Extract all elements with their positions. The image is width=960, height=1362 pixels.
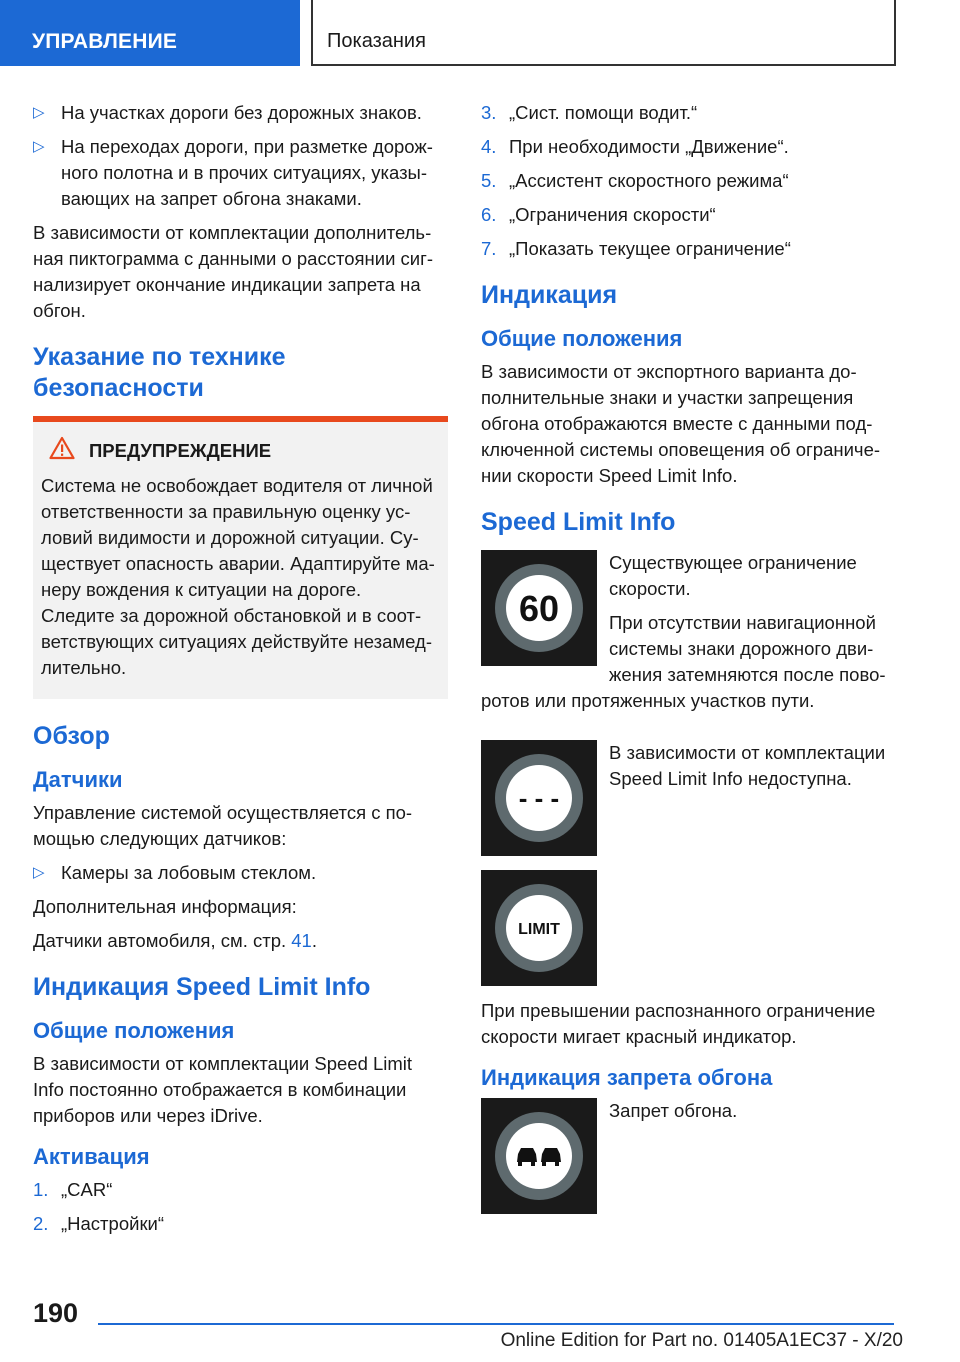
warning-text: Следите за дорожной обстановкой и в соот-ветствующих ситуациях действуйте незамед-лительно.	[41, 605, 432, 678]
list-item: 5. „Ассистент скоростного режима“	[481, 170, 789, 191]
list-item: ▷ Камеры за лобовым стеклом.	[33, 860, 448, 886]
triangle-bullet-icon: ▷	[33, 104, 45, 121]
activation-heading: Активация	[33, 1144, 150, 1169]
right-column	[481, 100, 901, 1228]
paragraph: Управление системой осуществляется с по-мощью следующих датчиков:	[33, 802, 413, 849]
page-number: 190	[33, 1298, 79, 1328]
general-heading: Общие положения	[481, 326, 683, 351]
sensors-heading: Датчики	[33, 767, 123, 792]
left-column	[33, 100, 448, 1245]
list-item: ▷ На переходах дороги, при разметке дорож-ного полотна и в прочих ситуациях, указы-вающих на запрет обгона знаками.	[33, 136, 433, 209]
speed-limit-60-icon	[481, 550, 597, 666]
warning-triangle-icon	[49, 436, 75, 465]
paragraph: Существующее ограничение скорости.	[609, 552, 857, 599]
sign-dash-block	[481, 740, 901, 862]
no-overtake-block	[481, 1098, 901, 1220]
svg-text:LIMIT: LIMIT	[518, 921, 560, 938]
list-item: 6. „Ограничения скорости“	[481, 204, 716, 225]
paragraph: В зависимости от комплектации Speed Limit Info недоступна.	[609, 742, 886, 789]
limit-sign-icon	[481, 870, 597, 986]
edition-text: Online Edition for Part no. 01405A1EC37 - X/20	[500, 1330, 903, 1351]
no-overtaking-icon	[481, 1098, 597, 1214]
list-item: 3. „Сист. помощи водит.“	[481, 102, 698, 123]
warning-box	[33, 416, 448, 699]
triangle-bullet-icon: ▷	[33, 864, 45, 881]
paragraph: При отсутствии навигационной системы знаки дорожного дви-жения затемняются после пово-ротов или протяженных участков пути.	[481, 612, 886, 711]
svg-text:- - -: - - -	[518, 783, 560, 813]
warning-text: Система не освобождает водителя от личной ответственности за правильную оценку ус-ловий видимости и дорожной ситуации. Су-ществует опасность аварии. Адаптируйте ма-неру вождения к ситуации на дороге.	[41, 475, 435, 600]
paragraph: В зависимости от комплектации Speed Limit Info постоянно отображается в комбинации приборов или через iDrive.	[33, 1053, 413, 1126]
no-overtake-heading: Индикация запрета обгона	[481, 1065, 773, 1090]
sli-heading: Speed Limit Info	[481, 508, 676, 536]
chapter-label: Показания	[311, 0, 896, 66]
page-header	[0, 0, 960, 66]
paragraph: Запрет обгона.	[609, 1100, 738, 1121]
general-heading: Общие положения	[33, 1018, 235, 1043]
list-item: 7. „Показать текущее ограничение“	[481, 238, 791, 259]
display-heading: Индикация	[481, 281, 618, 309]
overview-heading: Обзор	[33, 722, 110, 750]
paragraph: Дополнительная информация:	[33, 896, 297, 917]
section-label: УПРАВЛЕНИЕ	[0, 0, 300, 66]
safety-heading: Указание по технике безопасности	[33, 343, 286, 402]
paragraph: В зависимости от экспортного варианта до-полнительные знаки и участки запрещения обгона отображаются вместе с данными под-ключенной системы оповещения об ограниче-нии скорости Speed Limit Info.	[481, 361, 881, 486]
sign-60-block	[481, 550, 901, 722]
list-item: 2. „Настройки“	[33, 1213, 165, 1234]
paragraph: При превышении распознанного ограничение скорости мигает красный индикатор.	[481, 1000, 876, 1047]
triangle-bullet-icon: ▷	[33, 138, 45, 155]
speed-limit-unavailable-icon	[481, 740, 597, 856]
svg-text:60: 60	[518, 588, 560, 629]
list-item: 1. „CAR“	[33, 1179, 113, 1200]
page-reference-link[interactable]: 41	[291, 930, 312, 951]
list-item: 4. При необходимости „Движение“.	[481, 136, 789, 157]
list-item: ▷ На участках дороги без дорожных знаков.	[33, 100, 448, 126]
paragraph: Датчики автомобиля, см. стр. 41.	[33, 930, 317, 951]
warning-title: ПРЕДУПРЕЖДЕНИЕ	[89, 439, 272, 461]
footer-divider	[98, 1323, 894, 1325]
paragraph: В зависимости от комплектации дополнитель-ная пиктограмма с данными о расстоянии сиг-нализирует окончание индикации запрета на обгон.	[33, 222, 434, 321]
sli-heading: Индикация Speed Limit Info	[33, 973, 371, 1001]
